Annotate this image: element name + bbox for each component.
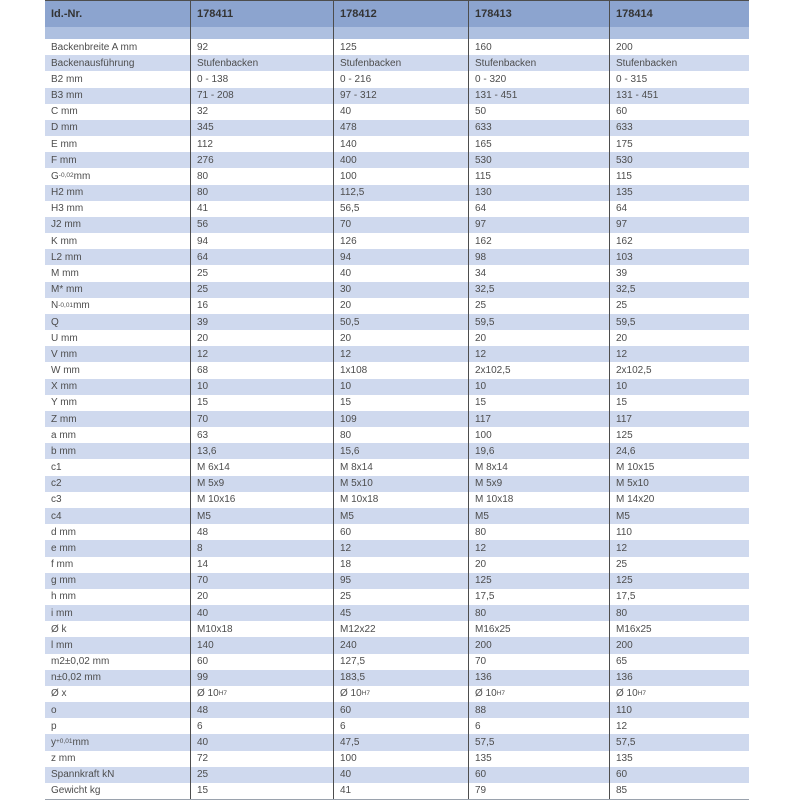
table-row bbox=[45, 621, 749, 637]
row-value-cell: Ø 10 H7 bbox=[609, 686, 749, 702]
table-body bbox=[45, 39, 749, 799]
row-value-cell: 80 bbox=[190, 168, 333, 184]
row-value-cell: 125 bbox=[609, 573, 749, 589]
row-value-cell: 64 bbox=[609, 201, 749, 217]
row-value-cell: 20 bbox=[468, 330, 609, 346]
row-value-cell: 97 bbox=[609, 217, 749, 233]
row-value-cell: 72 bbox=[190, 751, 333, 767]
row-value-cell: 125 bbox=[468, 573, 609, 589]
row-value-cell: 64 bbox=[190, 249, 333, 265]
table-row bbox=[45, 508, 749, 524]
row-value-cell: 92 bbox=[190, 39, 333, 55]
row-value-cell: 15 bbox=[468, 395, 609, 411]
row-value-cell: 95 bbox=[333, 573, 468, 589]
row-value-cell: 60 bbox=[468, 767, 609, 783]
row-value-cell: 18 bbox=[333, 557, 468, 573]
row-value-cell: M10x18 bbox=[190, 621, 333, 637]
row-label-cell: D mm bbox=[51, 122, 78, 134]
subheader-band bbox=[45, 27, 749, 39]
row-value-cell: 80 bbox=[468, 524, 609, 540]
row-value-cell: 14 bbox=[190, 557, 333, 573]
row-value-cell: 100 bbox=[333, 751, 468, 767]
row-value-cell: 136 bbox=[468, 670, 609, 686]
row-value-cell: 0 - 216 bbox=[333, 71, 468, 87]
row-value-cell: 6 bbox=[333, 718, 468, 734]
row-label-cell: L2 mm bbox=[51, 251, 82, 263]
row-value-cell: 41 bbox=[333, 783, 468, 799]
column-header-cell: 178411 bbox=[190, 1, 333, 27]
row-value-cell: 12 bbox=[333, 346, 468, 362]
table-row bbox=[45, 411, 749, 427]
row-label-cell: G -0,02 mm bbox=[51, 170, 91, 182]
row-value-cell: 110 bbox=[609, 524, 749, 540]
row-value-cell: 15 bbox=[609, 395, 749, 411]
row-label-cell: N -0,01 mm bbox=[51, 300, 90, 312]
row-label-cell: H3 mm bbox=[51, 203, 84, 215]
row-label-cell: E mm bbox=[51, 138, 78, 150]
table-row bbox=[45, 217, 749, 233]
id-label-cell: Id.-Nr. bbox=[51, 8, 83, 20]
row-value-cell: Ø 10 H7 bbox=[333, 686, 468, 702]
row-value-cell: 40 bbox=[333, 767, 468, 783]
row-value-cell: 117 bbox=[609, 411, 749, 427]
row-value-cell: M 8x14 bbox=[333, 459, 468, 475]
row-value-cell: 48 bbox=[190, 524, 333, 540]
table-row bbox=[45, 265, 749, 281]
row-value-cell: 125 bbox=[609, 427, 749, 443]
row-value-cell: 94 bbox=[190, 233, 333, 249]
row-value-cell: 8 bbox=[190, 540, 333, 556]
row-value-cell: 345 bbox=[190, 120, 333, 136]
row-value-cell: 57,5 bbox=[468, 734, 609, 750]
row-value-cell: 112 bbox=[190, 136, 333, 152]
row-value-cell: Stufenbacken bbox=[609, 55, 749, 71]
row-value-cell: 12 bbox=[333, 540, 468, 556]
row-value-cell: 24,6 bbox=[609, 443, 749, 459]
table-row bbox=[45, 540, 749, 556]
row-value-cell: 94 bbox=[333, 249, 468, 265]
row-value-cell: 71 - 208 bbox=[190, 88, 333, 104]
table-row bbox=[45, 136, 749, 152]
row-value-cell: M 5x10 bbox=[333, 476, 468, 492]
table-row bbox=[45, 686, 749, 702]
row-value-cell: 12 bbox=[468, 346, 609, 362]
row-value-cell: 103 bbox=[609, 249, 749, 265]
row-value-cell: 70 bbox=[190, 573, 333, 589]
row-value-cell: 70 bbox=[333, 217, 468, 233]
row-value-cell: 25 bbox=[468, 298, 609, 314]
row-value-cell: 6 bbox=[468, 718, 609, 734]
row-value-cell: 60 bbox=[609, 767, 749, 783]
row-value-cell: 15 bbox=[333, 395, 468, 411]
row-label-cell: X mm bbox=[51, 381, 78, 393]
row-value-cell: 65 bbox=[609, 654, 749, 670]
table-row bbox=[45, 314, 749, 330]
row-value-cell: M 5x9 bbox=[190, 476, 333, 492]
row-value-cell: 19,6 bbox=[468, 443, 609, 459]
row-label-cell: Backenbreite A mm bbox=[51, 41, 138, 53]
row-label-cell: f mm bbox=[51, 559, 74, 571]
table-row bbox=[45, 557, 749, 573]
row-value-cell: 140 bbox=[190, 637, 333, 653]
row-value-cell: 10 bbox=[609, 379, 749, 395]
row-value-cell: 25 bbox=[609, 557, 749, 573]
row-value-cell: 50 bbox=[468, 104, 609, 120]
row-value-cell: 60 bbox=[333, 702, 468, 718]
row-value-cell: 126 bbox=[333, 233, 468, 249]
row-value-cell: 85 bbox=[609, 783, 749, 799]
row-value-cell: M 10x18 bbox=[468, 492, 609, 508]
row-value-cell: 16 bbox=[190, 298, 333, 314]
row-value-cell: 2x102,5 bbox=[609, 362, 749, 378]
row-value-cell: 160 bbox=[468, 39, 609, 55]
table-row bbox=[45, 201, 749, 217]
row-label-cell: g mm bbox=[51, 575, 76, 587]
table-row bbox=[45, 589, 749, 605]
row-value-cell: M5 bbox=[609, 508, 749, 524]
row-label-cell: p bbox=[51, 720, 57, 732]
row-value-cell: 530 bbox=[609, 152, 749, 168]
row-value-cell: 175 bbox=[609, 136, 749, 152]
table-row bbox=[45, 395, 749, 411]
row-value-cell: 276 bbox=[190, 152, 333, 168]
row-label-cell: H2 mm bbox=[51, 187, 84, 199]
row-value-cell: M 5x9 bbox=[468, 476, 609, 492]
row-label-cell: K mm bbox=[51, 235, 78, 247]
row-label-cell: b mm bbox=[51, 445, 76, 457]
row-value-cell: 10 bbox=[333, 379, 468, 395]
row-label-cell: W mm bbox=[51, 365, 80, 377]
row-value-cell: 100 bbox=[468, 427, 609, 443]
row-value-cell: 165 bbox=[468, 136, 609, 152]
row-value-cell: 478 bbox=[333, 120, 468, 136]
row-value-cell: 56,5 bbox=[333, 201, 468, 217]
table-row bbox=[45, 459, 749, 475]
row-value-cell: 34 bbox=[468, 265, 609, 281]
row-value-cell: 0 - 320 bbox=[468, 71, 609, 87]
table-row bbox=[45, 233, 749, 249]
row-value-cell: 97 - 312 bbox=[333, 88, 468, 104]
row-value-cell: 200 bbox=[609, 637, 749, 653]
row-label-cell: y +0,01 mm bbox=[51, 736, 90, 748]
row-label-cell: B3 mm bbox=[51, 90, 83, 102]
row-label-cell: Spannkraft kN bbox=[51, 769, 115, 781]
row-value-cell: 135 bbox=[609, 751, 749, 767]
table-row bbox=[45, 427, 749, 443]
row-value-cell: 12 bbox=[468, 540, 609, 556]
row-value-cell: 0 - 138 bbox=[190, 71, 333, 87]
row-value-cell: M 5x10 bbox=[609, 476, 749, 492]
table-row bbox=[45, 443, 749, 459]
row-value-cell: 64 bbox=[468, 201, 609, 217]
row-value-cell: 10 bbox=[190, 379, 333, 395]
row-value-cell: 40 bbox=[190, 734, 333, 750]
row-label-cell: c2 bbox=[51, 478, 62, 490]
table-row bbox=[45, 476, 749, 492]
table-row bbox=[45, 767, 749, 783]
spec-table bbox=[45, 0, 749, 800]
row-label-cell: i mm bbox=[51, 607, 73, 619]
row-value-cell: 117 bbox=[468, 411, 609, 427]
row-value-cell: 17,5 bbox=[468, 589, 609, 605]
row-value-cell: 633 bbox=[468, 120, 609, 136]
table-row bbox=[45, 282, 749, 298]
row-value-cell: 45 bbox=[333, 605, 468, 621]
table-row bbox=[45, 330, 749, 346]
row-value-cell: 20 bbox=[609, 330, 749, 346]
row-value-cell: 200 bbox=[468, 637, 609, 653]
table-row bbox=[45, 120, 749, 136]
row-value-cell: 6 bbox=[190, 718, 333, 734]
table-row bbox=[45, 637, 749, 653]
row-label-cell: a mm bbox=[51, 429, 76, 441]
row-value-cell: 183,5 bbox=[333, 670, 468, 686]
row-value-cell: M5 bbox=[190, 508, 333, 524]
row-label-cell: c1 bbox=[51, 462, 62, 474]
row-value-cell: M 10x15 bbox=[609, 459, 749, 475]
row-value-cell: M16x25 bbox=[468, 621, 609, 637]
row-label-cell: Q bbox=[51, 316, 59, 328]
row-value-cell: 100 bbox=[333, 168, 468, 184]
row-value-cell: 41 bbox=[190, 201, 333, 217]
row-label-cell: h mm bbox=[51, 591, 76, 603]
row-label-cell: c4 bbox=[51, 510, 62, 522]
row-value-cell: 80 bbox=[468, 605, 609, 621]
row-label-cell: Y mm bbox=[51, 397, 77, 409]
row-value-cell: 130 bbox=[468, 185, 609, 201]
row-value-cell: M 6x14 bbox=[190, 459, 333, 475]
row-value-cell: 47,5 bbox=[333, 734, 468, 750]
row-value-cell: 63 bbox=[190, 427, 333, 443]
table-row bbox=[45, 71, 749, 87]
table-row bbox=[45, 670, 749, 686]
row-value-cell: 109 bbox=[333, 411, 468, 427]
row-value-cell: 12 bbox=[609, 718, 749, 734]
row-value-cell: Stufenbacken bbox=[468, 55, 609, 71]
row-label-cell: m2±0,02 mm bbox=[51, 656, 110, 668]
row-value-cell: 136 bbox=[609, 670, 749, 686]
row-value-cell: 110 bbox=[609, 702, 749, 718]
row-value-cell: 25 bbox=[190, 282, 333, 298]
row-label-cell: Gewicht kg bbox=[51, 785, 101, 797]
row-label-cell: n±0,02 mm bbox=[51, 672, 101, 684]
table-row bbox=[45, 702, 749, 718]
row-value-cell: 70 bbox=[190, 411, 333, 427]
column-header-cell: 178414 bbox=[609, 1, 749, 27]
row-label-cell: Ø k bbox=[51, 623, 67, 635]
row-value-cell: 162 bbox=[609, 233, 749, 249]
row-value-cell: 70 bbox=[468, 654, 609, 670]
row-value-cell: 131 - 451 bbox=[468, 88, 609, 104]
row-value-cell: 12 bbox=[609, 540, 749, 556]
table-row bbox=[45, 605, 749, 621]
row-value-cell: 57,5 bbox=[609, 734, 749, 750]
table-row bbox=[45, 783, 749, 799]
row-value-cell: 20 bbox=[333, 298, 468, 314]
row-value-cell: 10 bbox=[468, 379, 609, 395]
row-value-cell: 127,5 bbox=[333, 654, 468, 670]
row-label-cell: J2 mm bbox=[51, 219, 81, 231]
row-value-cell: 25 bbox=[190, 767, 333, 783]
row-value-cell: 200 bbox=[609, 39, 749, 55]
row-value-cell: 40 bbox=[333, 104, 468, 120]
row-label-cell: l mm bbox=[51, 639, 73, 651]
row-value-cell: Ø 10 H7 bbox=[468, 686, 609, 702]
row-value-cell: Ø 10 H7 bbox=[190, 686, 333, 702]
row-value-cell: M5 bbox=[468, 508, 609, 524]
row-value-cell: 88 bbox=[468, 702, 609, 718]
row-value-cell: M 10x16 bbox=[190, 492, 333, 508]
row-value-cell: 633 bbox=[609, 120, 749, 136]
table-row bbox=[45, 249, 749, 265]
row-value-cell: M 10x18 bbox=[333, 492, 468, 508]
row-value-cell: 39 bbox=[190, 314, 333, 330]
row-value-cell: 15,6 bbox=[333, 443, 468, 459]
table-row bbox=[45, 573, 749, 589]
row-value-cell: 50,5 bbox=[333, 314, 468, 330]
row-value-cell: 40 bbox=[333, 265, 468, 281]
row-value-cell: 135 bbox=[609, 185, 749, 201]
table-row bbox=[45, 718, 749, 734]
row-value-cell: 40 bbox=[190, 605, 333, 621]
table-row bbox=[45, 55, 749, 71]
row-value-cell: 25 bbox=[609, 298, 749, 314]
row-value-cell: 20 bbox=[190, 589, 333, 605]
row-value-cell: 59,5 bbox=[609, 314, 749, 330]
row-value-cell: 60 bbox=[333, 524, 468, 540]
row-value-cell: 162 bbox=[468, 233, 609, 249]
table-row bbox=[45, 379, 749, 395]
row-value-cell: 32,5 bbox=[468, 282, 609, 298]
row-value-cell: M 14x20 bbox=[609, 492, 749, 508]
row-label-cell: z mm bbox=[51, 753, 76, 765]
row-label-cell: e mm bbox=[51, 542, 76, 554]
row-label-cell: M mm bbox=[51, 267, 79, 279]
table-header-row bbox=[45, 1, 749, 27]
row-value-cell: 80 bbox=[333, 427, 468, 443]
table-row bbox=[45, 492, 749, 508]
row-value-cell: 98 bbox=[468, 249, 609, 265]
row-value-cell: 530 bbox=[468, 152, 609, 168]
row-value-cell: 12 bbox=[190, 346, 333, 362]
column-header-cell: 178412 bbox=[333, 1, 468, 27]
row-value-cell: 80 bbox=[609, 605, 749, 621]
row-value-cell: 60 bbox=[190, 654, 333, 670]
table-row bbox=[45, 88, 749, 104]
row-label-cell: M* mm bbox=[51, 284, 83, 296]
row-label-cell: F mm bbox=[51, 154, 77, 166]
row-label-cell: B2 mm bbox=[51, 73, 83, 85]
row-value-cell: 25 bbox=[333, 589, 468, 605]
row-label-cell: c3 bbox=[51, 494, 62, 506]
row-value-cell: M12x22 bbox=[333, 621, 468, 637]
row-label-cell: U mm bbox=[51, 332, 78, 344]
row-value-cell: 32,5 bbox=[609, 282, 749, 298]
row-value-cell: 60 bbox=[609, 104, 749, 120]
row-value-cell: 99 bbox=[190, 670, 333, 686]
table-row bbox=[45, 152, 749, 168]
table-row bbox=[45, 751, 749, 767]
row-value-cell: 79 bbox=[468, 783, 609, 799]
row-value-cell: 131 - 451 bbox=[609, 88, 749, 104]
row-value-cell: 115 bbox=[468, 168, 609, 184]
row-value-cell: 112,5 bbox=[333, 185, 468, 201]
row-value-cell: 39 bbox=[609, 265, 749, 281]
table-row bbox=[45, 362, 749, 378]
table-row bbox=[45, 298, 749, 314]
row-value-cell: 0 - 315 bbox=[609, 71, 749, 87]
row-value-cell: 59,5 bbox=[468, 314, 609, 330]
row-label-cell: V mm bbox=[51, 348, 78, 360]
row-value-cell: 2x102,5 bbox=[468, 362, 609, 378]
table-row bbox=[45, 654, 749, 670]
row-value-cell: 20 bbox=[333, 330, 468, 346]
table-row bbox=[45, 168, 749, 184]
row-value-cell: 56 bbox=[190, 217, 333, 233]
row-value-cell: 140 bbox=[333, 136, 468, 152]
row-value-cell: 68 bbox=[190, 362, 333, 378]
column-header-cell: 178413 bbox=[468, 1, 609, 27]
row-value-cell: 20 bbox=[468, 557, 609, 573]
row-value-cell: M 8x14 bbox=[468, 459, 609, 475]
row-value-cell: M16x25 bbox=[609, 621, 749, 637]
row-value-cell: 125 bbox=[333, 39, 468, 55]
table-row bbox=[45, 104, 749, 120]
table-row bbox=[45, 185, 749, 201]
row-value-cell: 48 bbox=[190, 702, 333, 718]
row-value-cell: 17,5 bbox=[609, 589, 749, 605]
row-label-cell: Ø x bbox=[51, 688, 67, 700]
row-label-cell: C mm bbox=[51, 106, 78, 118]
row-value-cell: 97 bbox=[468, 217, 609, 233]
row-label-cell: Backenausführung bbox=[51, 57, 135, 69]
row-value-cell: 400 bbox=[333, 152, 468, 168]
row-value-cell: Stufenbacken bbox=[333, 55, 468, 71]
row-value-cell: M5 bbox=[333, 508, 468, 524]
table-row bbox=[45, 346, 749, 362]
row-value-cell: 115 bbox=[609, 168, 749, 184]
row-value-cell: 80 bbox=[190, 185, 333, 201]
row-label-cell: Z mm bbox=[51, 413, 77, 425]
table-row bbox=[45, 734, 749, 750]
row-value-cell: 1x108 bbox=[333, 362, 468, 378]
row-value-cell: 15 bbox=[190, 395, 333, 411]
row-value-cell: 12 bbox=[609, 346, 749, 362]
table-row bbox=[45, 524, 749, 540]
row-label-cell: d mm bbox=[51, 526, 76, 538]
row-value-cell: 32 bbox=[190, 104, 333, 120]
row-value-cell: 135 bbox=[468, 751, 609, 767]
row-value-cell: 15 bbox=[190, 783, 333, 799]
row-value-cell: 30 bbox=[333, 282, 468, 298]
row-label-cell: o bbox=[51, 704, 57, 716]
table-row bbox=[45, 39, 749, 55]
row-value-cell: 240 bbox=[333, 637, 468, 653]
row-value-cell: Stufenbacken bbox=[190, 55, 333, 71]
row-value-cell: 20 bbox=[190, 330, 333, 346]
row-value-cell: 25 bbox=[190, 265, 333, 281]
row-value-cell: 13,6 bbox=[190, 443, 333, 459]
